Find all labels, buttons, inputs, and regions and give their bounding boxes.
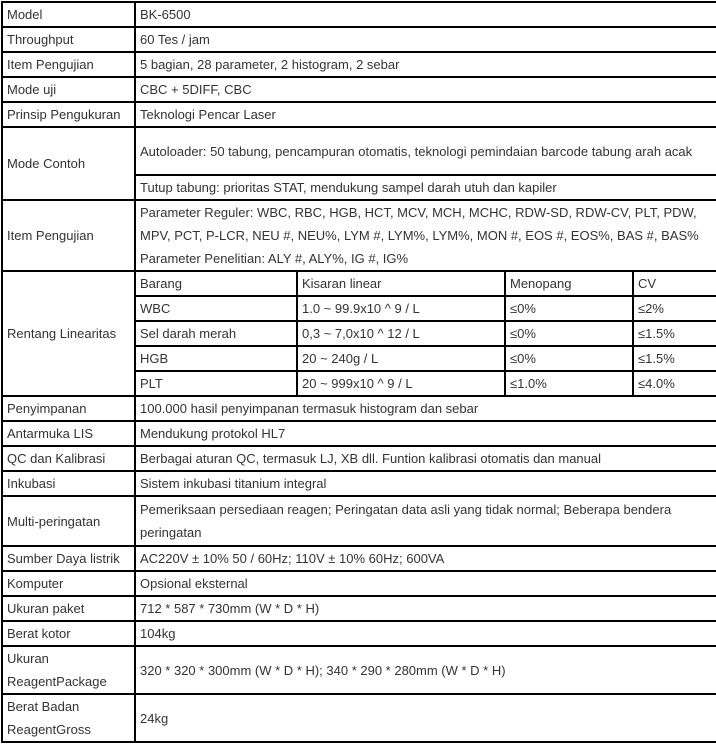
linearity-header-kisaran-linear: Kisaran linear	[297, 271, 505, 296]
label-penyimpanan: Penyimpanan	[2, 396, 135, 421]
label-multi-peringatan: Multi-peringatan	[2, 496, 135, 546]
value-inkubasi: Sistem inkubasi titanium integral	[135, 471, 716, 496]
table-row	[2, 446, 716, 471]
label-berat-kotor: Berat kotor	[2, 621, 135, 646]
table-row	[2, 2, 716, 27]
label-sumber-daya-listrik: Sumber Daya listrik	[2, 546, 135, 571]
linearity-cell: ≤2%	[633, 296, 716, 321]
label-antarmuka-lis: Antarmuka LIS	[2, 421, 135, 446]
value-mode-uji: CBC + 5DIFF, CBC	[135, 77, 716, 102]
linearity-cell: ≤0%	[505, 321, 633, 346]
table-row	[2, 694, 716, 742]
label-mode-uji: Mode uji	[2, 77, 135, 102]
value-item-pengujian-parameters	[135, 200, 716, 271]
label-ukuran-reagent-package: Ukuran ReagentPackage	[2, 646, 135, 694]
table-row	[2, 200, 716, 271]
table-row	[2, 27, 716, 52]
linearity-cell: 1.0 ~ 99.9x10 ^ 9 / L	[297, 296, 505, 321]
table-row	[2, 646, 716, 694]
linearity-cell: ≤0%	[505, 346, 633, 371]
linearity-cell: WBC	[135, 296, 297, 321]
table-row	[2, 496, 716, 546]
label-berat-badan-reagent-gross: Berat Badan ReagentGross	[2, 694, 135, 742]
label-komputer: Komputer	[2, 571, 135, 596]
value-item-pengujian: 5 bagian, 28 parameter, 2 histogram, 2 sebar	[135, 52, 716, 77]
value-throughput: 60 Tes / jam	[135, 27, 716, 52]
linearity-cell: Sel darah merah	[135, 321, 297, 346]
linearity-header-barang: Barang	[135, 271, 297, 296]
label-inkubasi: Inkubasi	[2, 471, 135, 496]
value-antarmuka-lis: Mendukung protokol HL7	[135, 421, 716, 446]
value-berat-badan-reagent-gross: 24kg	[135, 694, 716, 742]
table-row	[2, 621, 716, 646]
linearity-cell: PLT	[135, 371, 297, 396]
linearity-header-cv: CV	[633, 271, 716, 296]
linearity-cell: ≤1.5%	[633, 321, 716, 346]
linearity-cell: ≤1.5%	[633, 346, 716, 371]
linearity-cell: ≤1.0%	[505, 371, 633, 396]
table-row	[2, 546, 716, 571]
linearity-cell: 20 ~ 999x10 ^ 9 / L	[297, 371, 505, 396]
label-item-pengujian-parameters: Item Pengujian	[2, 200, 135, 271]
value-qc-dan-kalibrasi: Berbagai aturan QC, termasuk LJ, XB dll. Funtion kalibrasi otomatis dan manual	[135, 446, 716, 471]
label-throughput: Throughput	[2, 27, 135, 52]
label-mode-contoh: Mode Contoh	[2, 127, 135, 200]
parameter-reguler-text: Parameter Reguler: WBC, RBC, HGB, HCT, MCV, MCH, MCHC, RDW-SD, RDW-CV, PLT, PDW, MPV, PCT, P-LCR, NEU #, NEU%, LYM #, LYM%, LYM%, MON #, EOS #, EOS%, BAS #, BAS%	[140, 205, 699, 243]
value-sumber-daya-listrik: AC220V ± 10% 50 / 60Hz; 110V ± 10% 60Hz; 600VA	[135, 546, 716, 571]
table-row	[2, 77, 716, 102]
value-berat-kotor: 104kg	[135, 621, 716, 646]
value-model: BK-6500	[135, 2, 716, 27]
value-ukuran-reagent-package: 320 * 320 * 300mm (W * D * H); 340 * 290 * 280mm (W * D * H)	[135, 646, 716, 694]
table-row	[2, 271, 716, 296]
value-mode-contoh-tutup-tabung: Tutup tabung: prioritas STAT, mendukung sampel darah utuh dan kapiler	[135, 175, 716, 200]
label-rentang-linearitas: Rentang Linearitas	[2, 271, 135, 396]
value-penyimpanan: 100.000 hasil penyimpanan termasuk histogram dan sebar	[135, 396, 716, 421]
linearity-cell: ≤4.0%	[633, 371, 716, 396]
table-row	[2, 396, 716, 421]
table-row	[2, 471, 716, 496]
label-model: Model	[2, 2, 135, 27]
label-item-pengujian: Item Pengujian	[2, 52, 135, 77]
linearity-cell: HGB	[135, 346, 297, 371]
linearity-header-menopang: Menopang	[505, 271, 633, 296]
value-mode-contoh-autoloader: Autoloader: 50 tabung, pencampuran otomatis, teknologi pemindaian barcode tabung arah acak	[135, 127, 716, 175]
linearity-cell: 20 ~ 240g / L	[297, 346, 505, 371]
parameter-penelitian-text: Parameter Penelitian: ALY #, ALY%, IG #, IG%	[140, 251, 409, 266]
table-row	[2, 421, 716, 446]
linearity-cell: ≤0%	[505, 296, 633, 321]
value-multi-peringatan: Pemeriksaan persediaan reagen; Peringatan data asli yang tidak normal; Beberapa bendera peringatan	[135, 496, 716, 546]
label-prinsip-pengukuran: Prinsip Pengukuran	[2, 102, 135, 127]
label-ukuran-paket: Ukuran paket	[2, 596, 135, 621]
value-ukuran-paket: 712 * 587 * 730mm (W * D * H)	[135, 596, 716, 621]
table-row	[2, 52, 716, 77]
value-prinsip-pengukuran: Teknologi Pencar Laser	[135, 102, 716, 127]
table-row	[2, 102, 716, 127]
table-row	[2, 571, 716, 596]
table-row	[2, 127, 716, 175]
label-qc-dan-kalibrasi: QC dan Kalibrasi	[2, 446, 135, 471]
linearity-cell: 0,3 ~ 7,0x10 ^ 12 / L	[297, 321, 505, 346]
specification-table	[1, 1, 716, 743]
value-komputer: Opsional eksternal	[135, 571, 716, 596]
table-row	[2, 596, 716, 621]
